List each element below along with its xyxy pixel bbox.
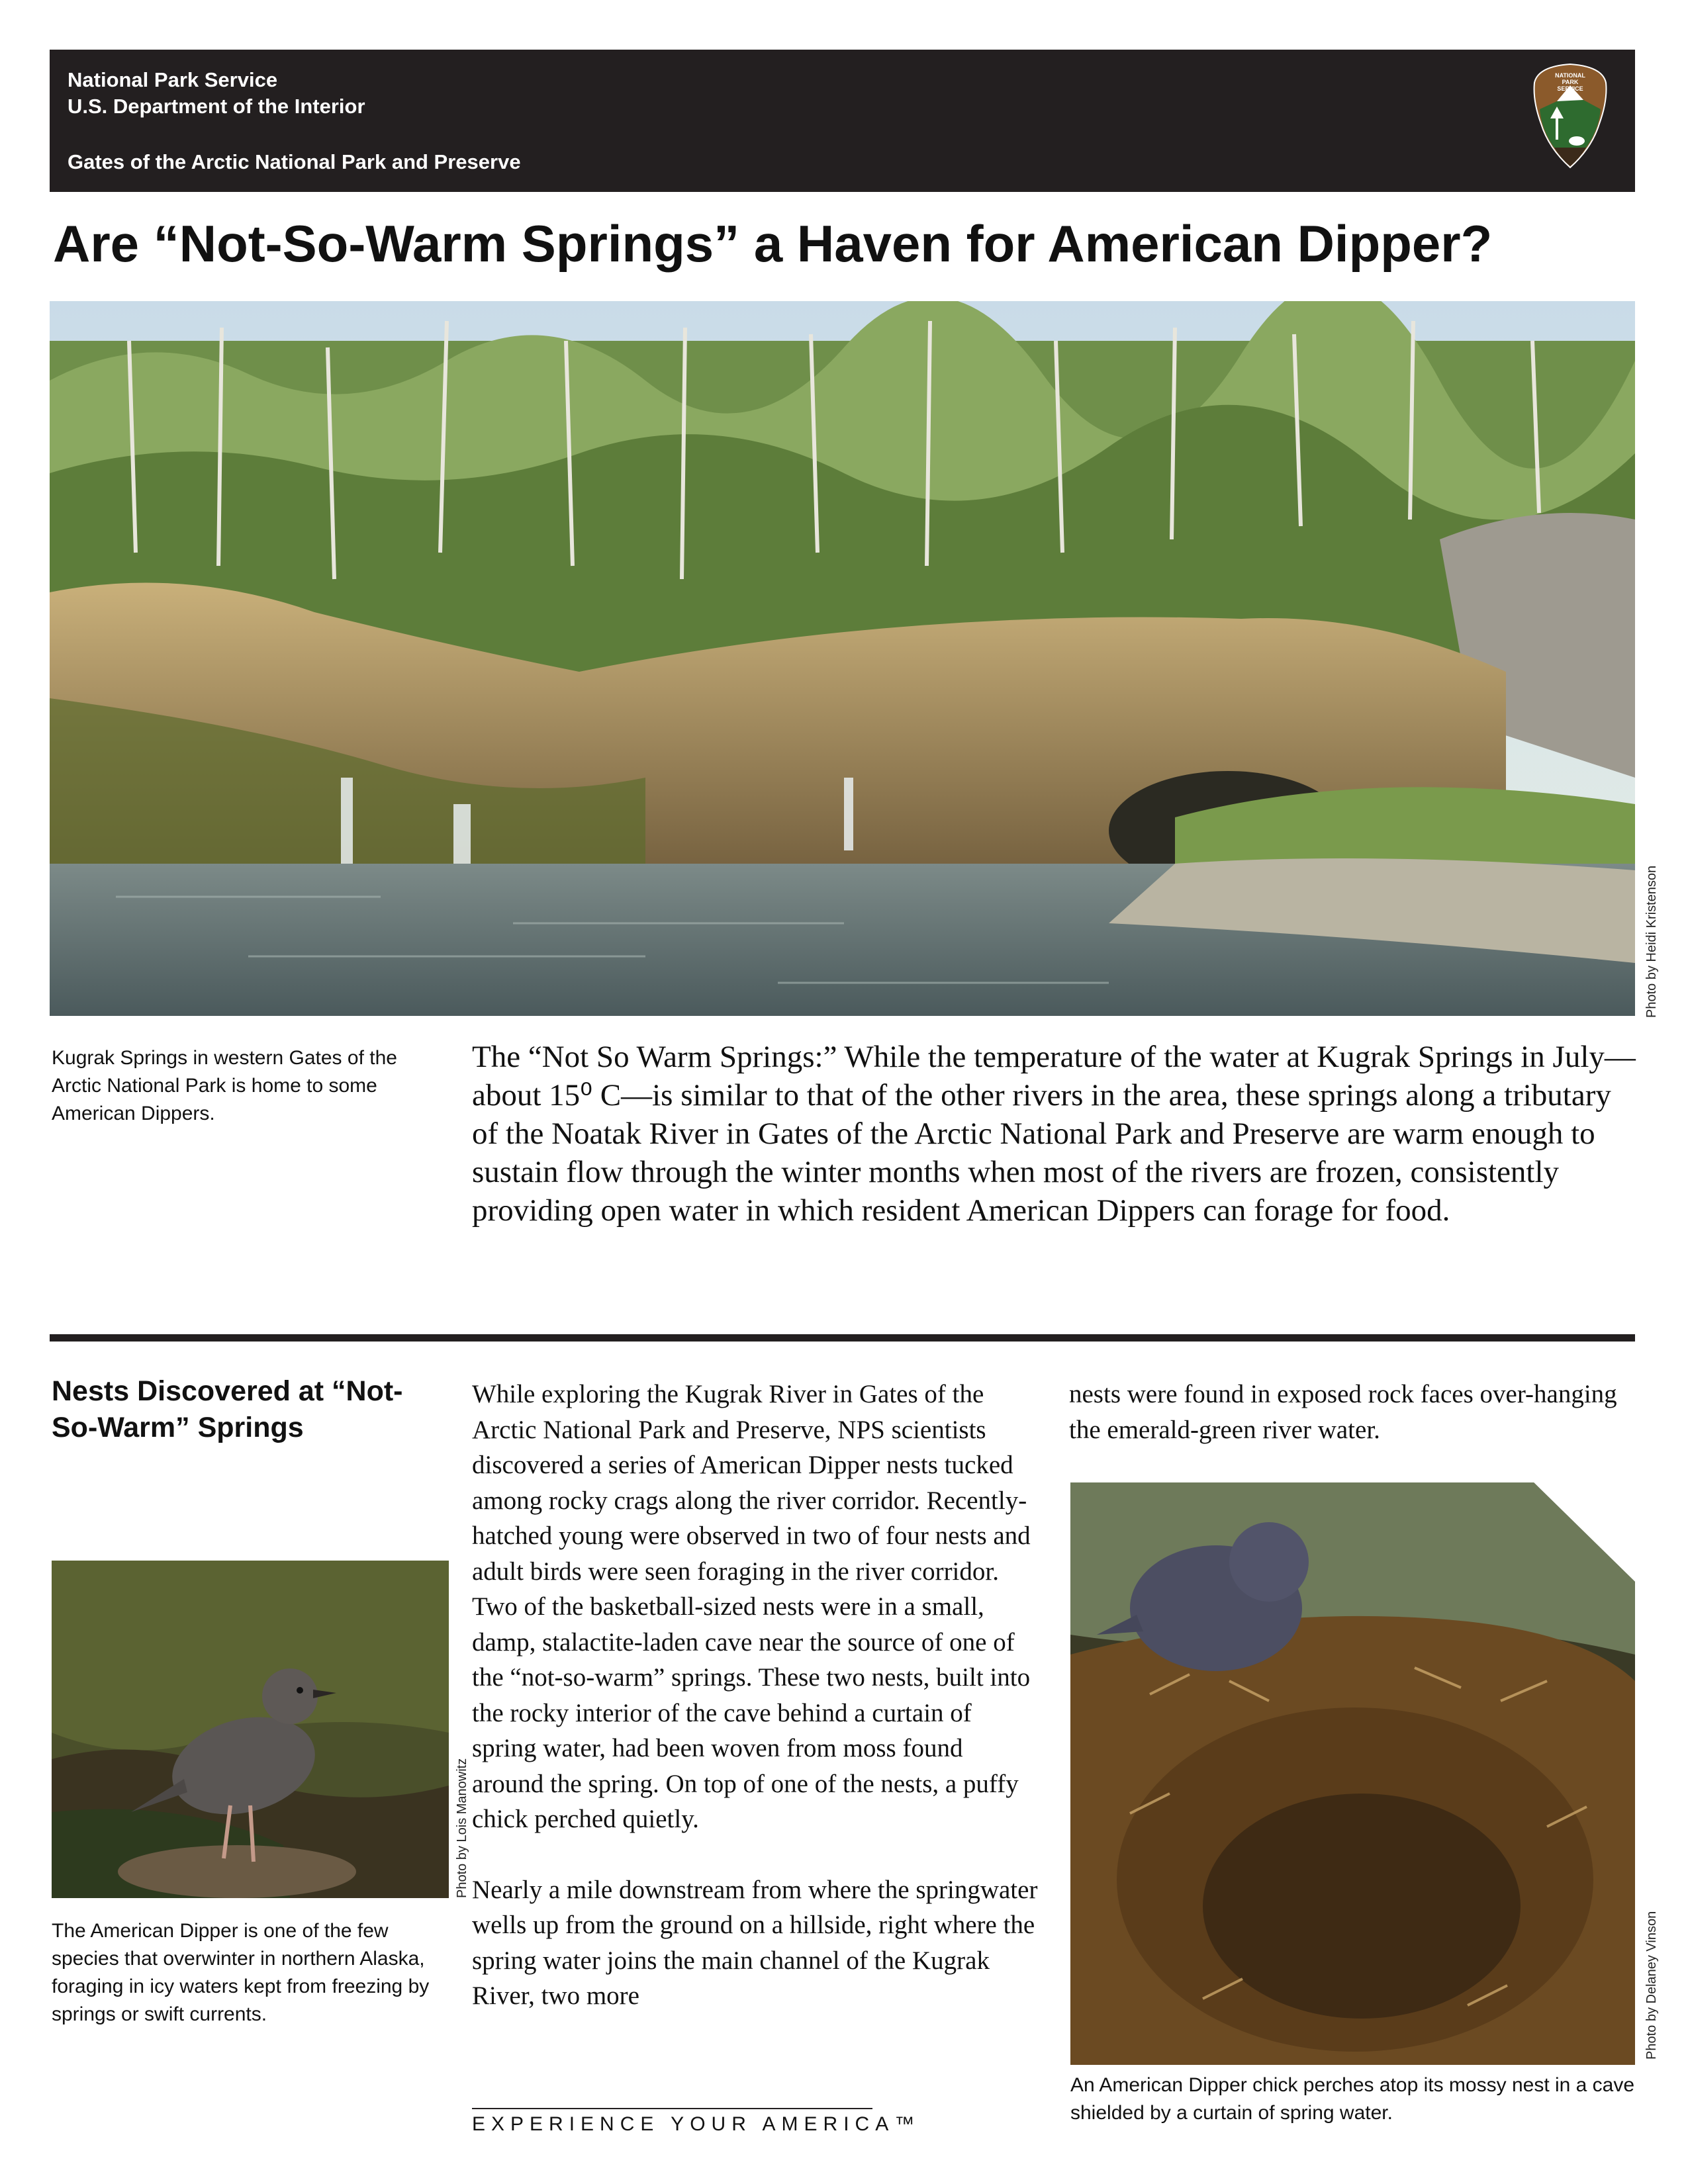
- logo-text-3: SERVICE: [1557, 85, 1583, 92]
- body-column-middle: [472, 1377, 1038, 2014]
- page-title: Are “Not-So-Warm Springs” a Haven for American Dipper?: [53, 214, 1493, 273]
- logo-text-1: NATIONAL: [1555, 72, 1585, 79]
- body-paragraph-2: Nearly a mile downstream from where the springwater wells up from the ground on a hillside, right where the spring water joins the main channel of the Kugrak River, two more: [472, 1875, 1038, 2010]
- header-band: [50, 50, 1635, 192]
- section-divider: [50, 1334, 1635, 1342]
- dipper-photo-credit: Photo by Lois Manowitz: [455, 1758, 469, 1898]
- park-name: Gates of the Arctic National Park and Preserve: [68, 150, 521, 173]
- hero-caption: Kugrak Springs in western Gates of the Arctic National Park is home to some American Dippers.: [52, 1047, 397, 1124]
- agency-name: National Park Service: [68, 68, 278, 91]
- body-paragraph-1: While exploring the Kugrak River in Gates of the Arctic National Park and Preserve, NPS scientists discovered a series of American Dipper nests tucked among rocky crags along the river corridor. Recently-hatched young were observed in two of four nests and adult birds were seen foraging in the river corridor. Two of the basketball-sized nests were in a small, damp, stalactite-laden cave near the source of one of the “not-so-warm” springs. These two nests, built into the rocky interior of the cave behind a curtain of spring water, had been woven from moss found around the spring. On top of one of the nests, a puffy chick perched quietly.: [472, 1380, 1031, 1833]
- footer-tagline: EXPERIENCE YOUR AMERICA™: [472, 2113, 921, 2135]
- dipper-photo: [52, 1561, 449, 1898]
- nest-photo: [1070, 1482, 1635, 2065]
- logo-text-2: PARK: [1562, 79, 1579, 85]
- nest-caption: An American Dipper chick perches atop its mossy nest in a cave shielded by a curtain of spring water.: [1070, 2074, 1635, 2124]
- hero-photo: [50, 301, 1635, 1016]
- department-name: U.S. Department of the Interior: [68, 95, 365, 118]
- lead-paragraph: [472, 1038, 1637, 1230]
- nest-photo-credit: Photo by Delaney Vinson: [1644, 1911, 1659, 2060]
- lead-text: The “Not So Warm Springs:” While the temperature of the water at Kugrak Springs in July—about 15⁰ C—is similar to that of the other rivers in the area, these springs along a tributary of the Noatak River in Gates of the Arctic National Park and Preserve are warm enough to sustain flow through the winter months when most of the rivers are frozen, consistently providing open water in which resident American Dippers can forage for food.: [472, 1040, 1636, 1228]
- tagline-rule: [472, 2108, 872, 2109]
- hero-photo-credit: Photo by Heidi Kristenson: [1644, 865, 1659, 1018]
- body-column-right: [1069, 1377, 1622, 1447]
- dipper-caption: The American Dipper is one of the few species that overwinter in northern Alaska, foraging in icy waters kept from freezing by springs or swift currents.: [52, 1920, 430, 2025]
- section-heading: Nests Discovered at “Not-So-Warm” Springs: [52, 1375, 403, 1443]
- body-paragraph-3: nests were found in exposed rock faces over-hanging the emerald-green river water.: [1069, 1380, 1617, 1444]
- nps-arrowhead-icon: [1530, 63, 1610, 169]
